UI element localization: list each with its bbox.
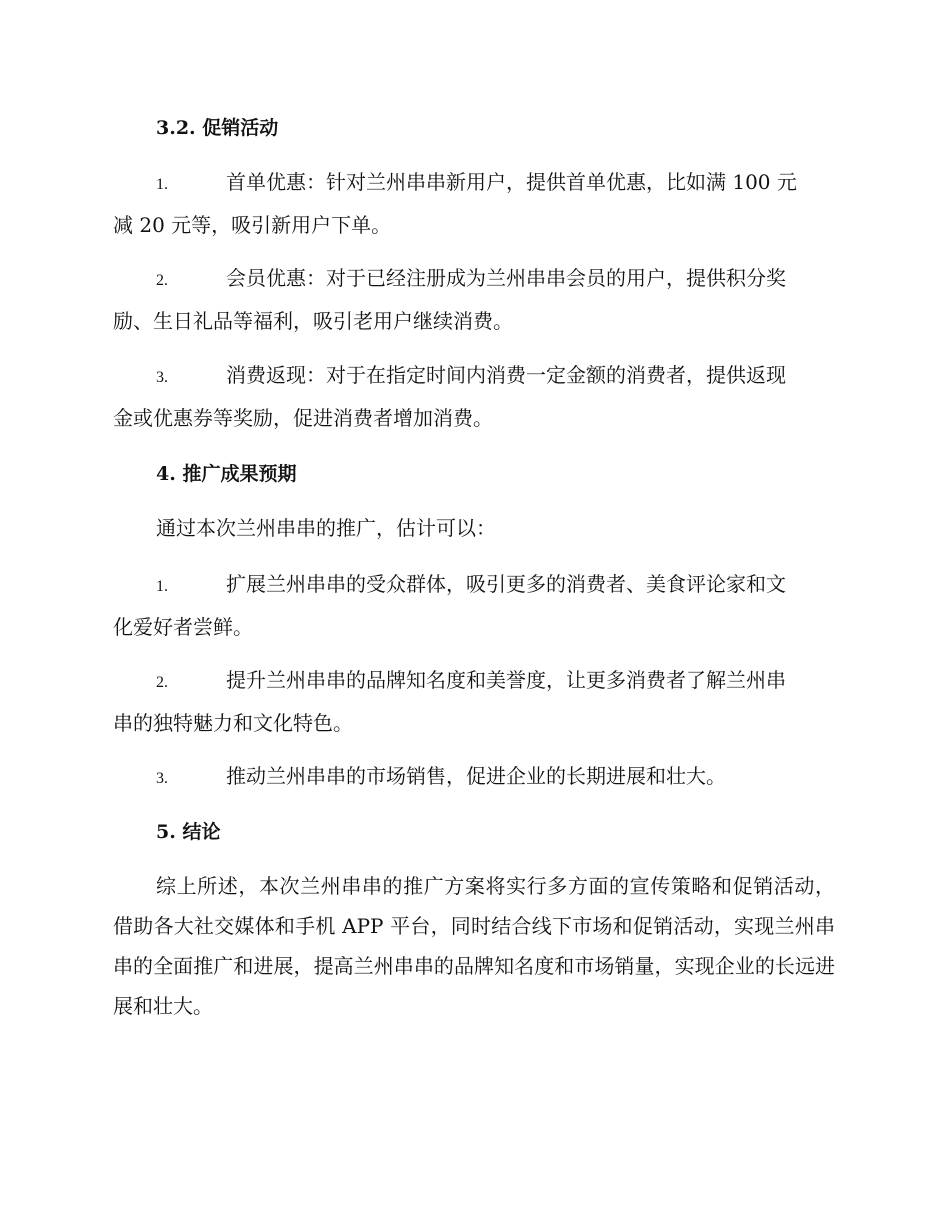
list-text-line: 会员优惠：对于已经注册成为兰州串串会员的用户，提供积分奖 [226,266,786,290]
list-item [113,258,835,341]
list-text-line: 首单优惠：针对兰州串串新用户，提供首单优惠，比如满 100 元 [226,170,797,194]
list-item [113,355,835,438]
section-intro: 通过本次兰州串串的推广，估计可以： [156,516,496,540]
list-text-line: 金或优惠券等奖励，促进消费者增加消费。 [113,406,493,430]
list-number: 1. [156,176,168,193]
list-item [113,756,835,799]
section-heading-expected-results: 4. 推广成果预期 [156,463,297,485]
list-text-line: 串的独特魅力和文化特色。 [113,711,353,735]
list-text-line: 提升兰州串串的品牌知名度和美誉度，让更多消费者了解兰州串 [226,668,786,692]
list-number: 3. [156,369,168,386]
list-text-line: 消费返现：对于在指定时间内消费一定金额的消费者，提供返现 [226,363,786,387]
list-item [113,564,835,647]
list-text-line: 励、生日礼品等福利，吸引老用户继续消费。 [113,309,513,333]
list-number: 3. [156,770,168,787]
list-item [113,162,835,245]
list-number: 2. [156,272,168,289]
list-text-line: 减 20 元等，吸引新用户下单。 [113,213,392,237]
list-item [113,660,835,743]
list-text-line: 推动兰州串串的市场销售，促进企业的长期进展和壮大。 [226,764,726,788]
section-heading-promotions: 3.2. 促销活动 [156,117,279,139]
list-number: 2. [156,674,168,691]
conclusion-paragraph: 综上所述，本次兰州串串的推广方案将实行多方面的宣传策略和促销活动，借助各大社交媒体和手机 APP 平台，同时结合线下市场和促销活动，实现兰州串串的全面推广和进展，提高兰州串串的品牌知名度和市场销量，实现企业的长远进展和壮大。 [113,874,835,1018]
section-heading-conclusion: 5. 结论 [156,821,221,843]
list-text-line: 扩展兰州串串的受众群体，吸引更多的消费者、美食评论家和文 [226,572,786,596]
list-number: 1. [156,578,168,595]
list-text-line: 化爱好者尝鲜。 [113,615,253,639]
